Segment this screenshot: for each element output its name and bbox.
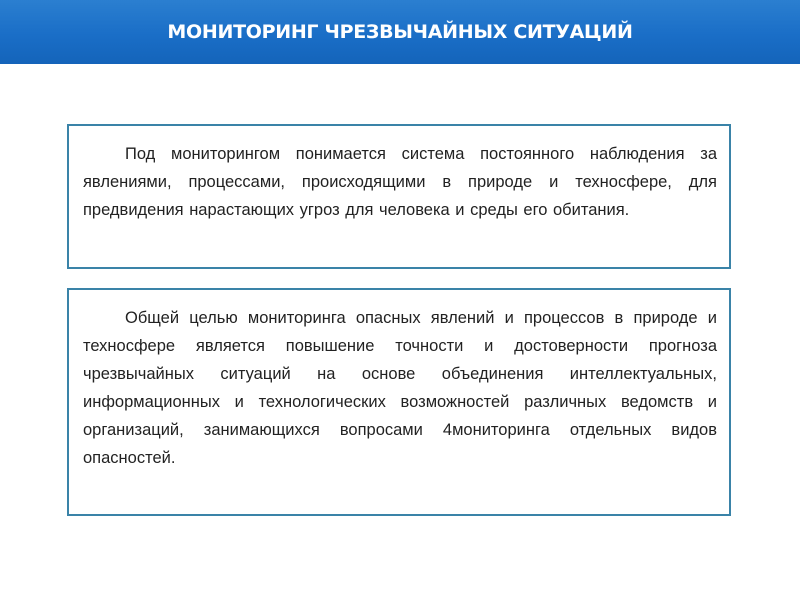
definition-text: Под мониторингом понимается система постоянного наблюдения за явлениями, процессами, происходящими в природе и техносфере, для предвидения нарастающих угроз для человека и среды его обитания. [83, 145, 717, 219]
goal-text: Общей целью мониторинга опасных явлений и процессов в природе и техносфере является повышение точности и достоверности прогноза чрезвычайных ситуаций на основе объединения интеллектуальных, информационных и технологических возможностей различных ведомств и организаций, занимающихся вопросами 4мониторинга отдельных видов опасностей. [83, 309, 717, 467]
definition-box [67, 124, 731, 269]
header-bar [0, 0, 800, 64]
page-title: МОНИТОРИНГ ЧРЕЗВЫЧАЙНЫХ СИТУАЦИЙ [167, 21, 633, 43]
goal-box [67, 288, 731, 516]
